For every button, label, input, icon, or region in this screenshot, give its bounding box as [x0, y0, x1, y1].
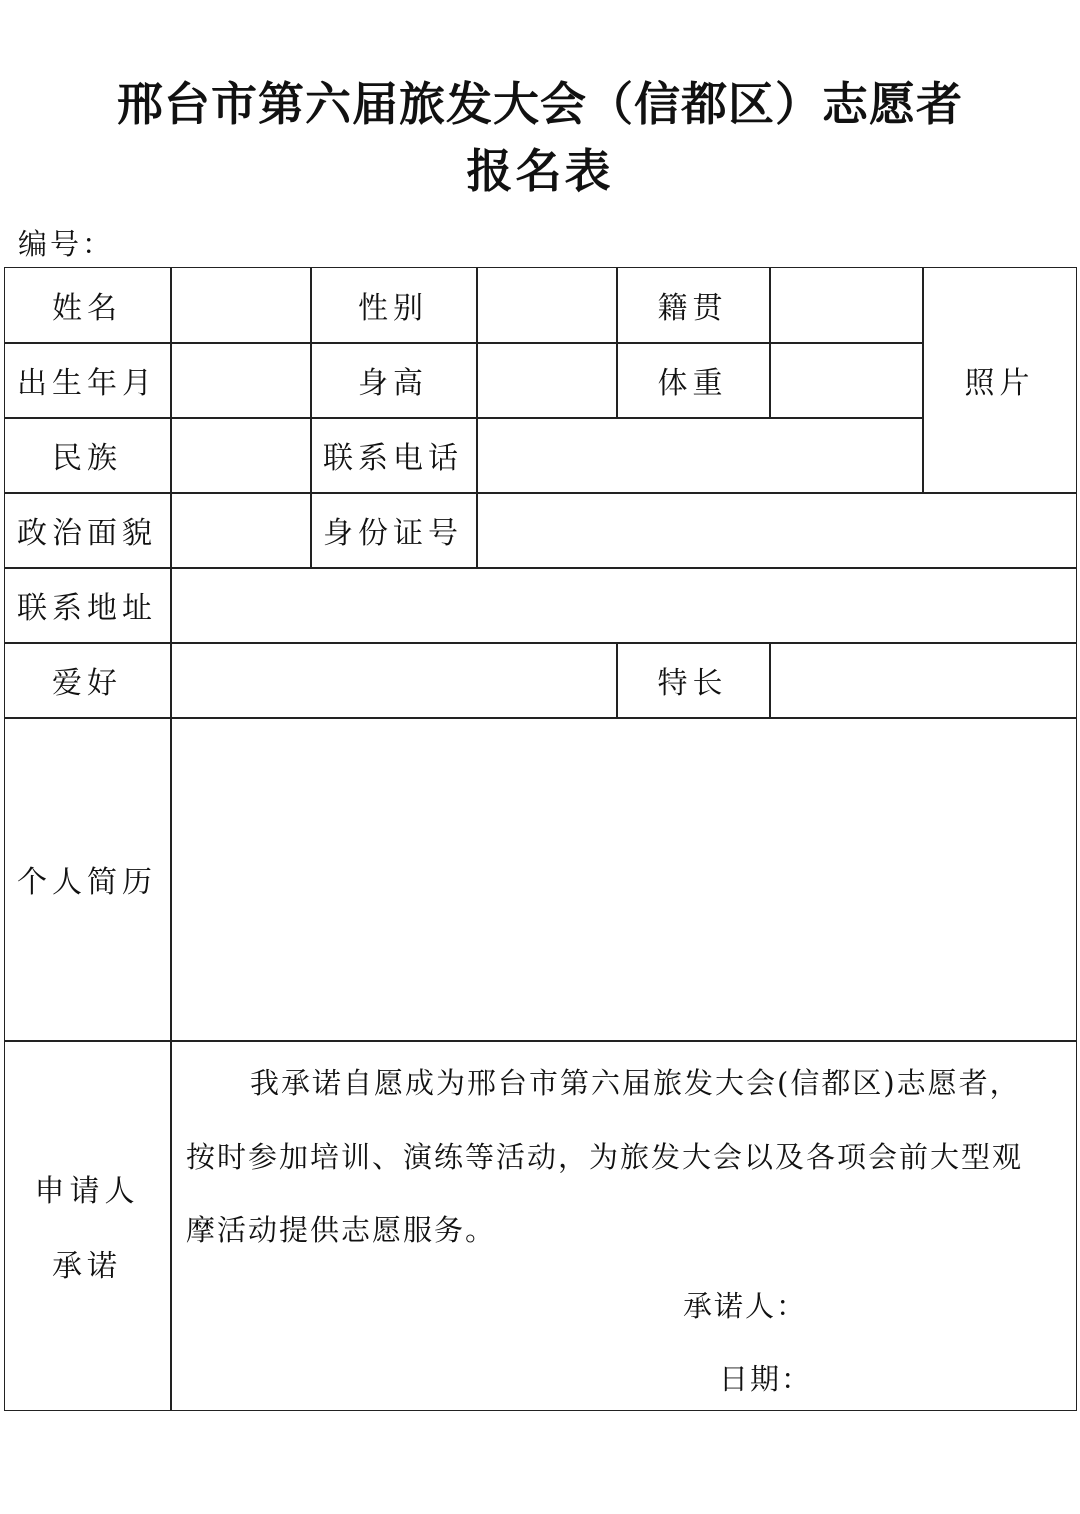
weight-field[interactable]	[770, 343, 922, 417]
date-label: 日期：	[719, 1362, 813, 1396]
form-title-line-1: 邢台市第六届旅发大会（信都区）志愿者	[117, 77, 963, 131]
row-divider	[4, 1040, 1077, 1042]
address-label: 联系地址	[17, 590, 157, 626]
gender-label: 性别	[358, 290, 428, 326]
gender-field[interactable]	[477, 268, 616, 342]
name-field[interactable]	[171, 268, 310, 342]
birth-date-field[interactable]	[171, 343, 310, 417]
date-field[interactable]	[800, 1352, 1050, 1398]
ethnicity-label: 民族	[52, 440, 122, 476]
signer-field[interactable]	[800, 1280, 1050, 1326]
pledge-text-line-1: 我承诺自愿成为邢台市第六届旅发大会(信都区)志愿者，	[250, 1066, 1021, 1100]
political-status-field[interactable]	[171, 493, 310, 567]
birth-date-label: 出生年月	[17, 365, 157, 401]
address-field[interactable]	[171, 568, 1077, 642]
specialty-field[interactable]	[770, 643, 1077, 717]
height-field[interactable]	[477, 343, 616, 417]
pledge-label: 承诺	[52, 1248, 122, 1284]
id-number-label: 身份证号	[323, 515, 463, 551]
phone-label: 联系电话	[323, 440, 463, 476]
ethnicity-field[interactable]	[171, 418, 310, 492]
hobby-label: 爱好	[52, 665, 122, 701]
weight-label: 体重	[657, 365, 728, 401]
resume-label: 个人简历	[17, 864, 157, 900]
resume-field[interactable]	[171, 718, 1077, 1040]
signer-label: 承诺人：	[683, 1289, 808, 1323]
hobby-field[interactable]	[171, 643, 616, 717]
native-place-field[interactable]	[770, 268, 922, 342]
native-place-label: 籍贯	[657, 290, 728, 326]
photo-box[interactable]: 照片	[964, 365, 1035, 401]
pledge-text-line-3: 摩活动提供志愿服务。	[186, 1213, 497, 1247]
pledge-text-line-2: 按时参加培训、演练等活动，为旅发大会以及各项会前大型观	[186, 1140, 1024, 1174]
id-number-field[interactable]	[477, 493, 1077, 567]
name-label: 姓名	[52, 290, 122, 326]
phone-field[interactable]	[477, 418, 922, 492]
applicant-label: 申请人	[34, 1173, 140, 1209]
height-label: 身高	[358, 365, 428, 401]
form-title-line-2: 报名表	[466, 144, 614, 198]
specialty-label: 特长	[657, 665, 728, 701]
serial-number-label: 编号：	[18, 227, 115, 261]
political-status-label: 政治面貌	[17, 515, 157, 551]
